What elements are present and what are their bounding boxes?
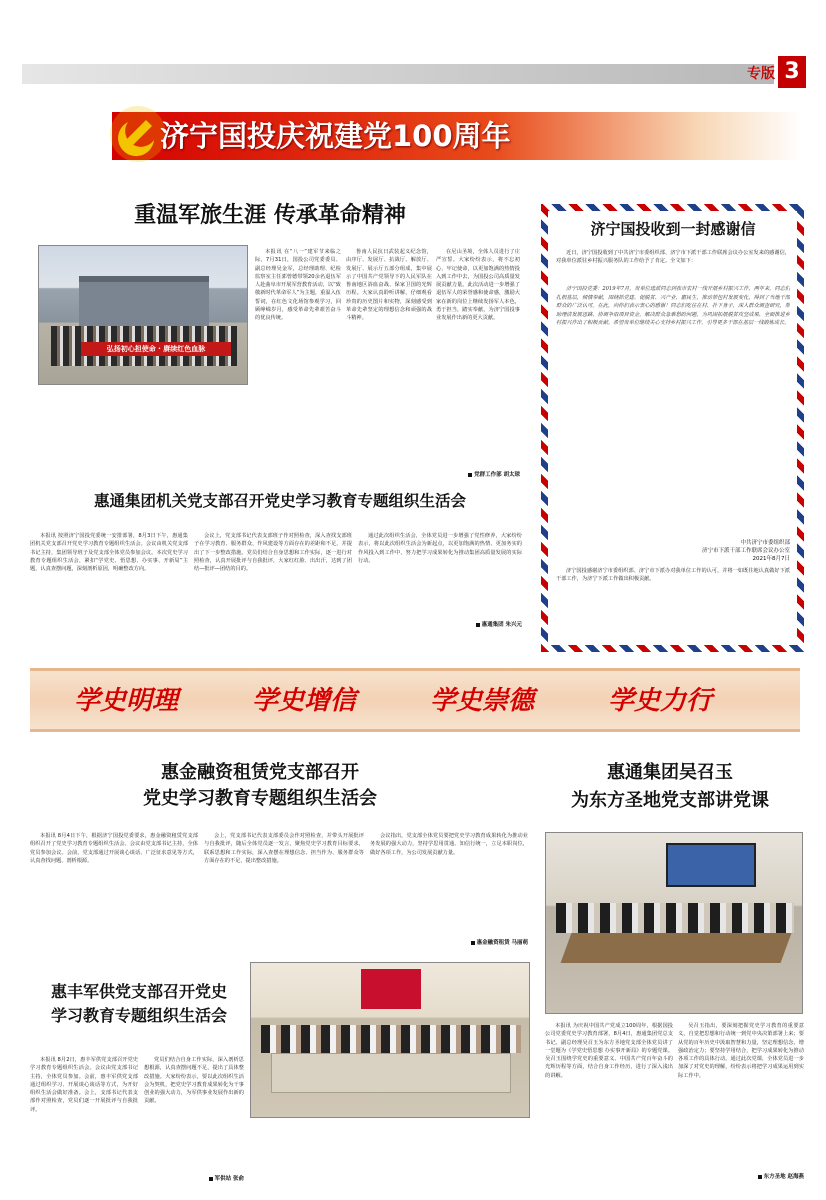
article2-col3: 通过此次组织生活会，全体党员进一步增强了党性修养，大家纷纷表示，将以此次组织生活会为新起点，以更加饱满的热情、更加务实的作风投入到工作中，努力把学习成果转化为推动集团高质量发展的实际行动。 <box>358 533 522 564</box>
article3-col3: 会议指出，党支部全体党员要把党史学习教育成果转化为推动业务发展的强大动力，坚持学思用贯通、知信行统一，立足本职岗位，做好各项工作，为公司发展贡献力量。 <box>370 833 528 856</box>
party-emblem-icon <box>108 104 168 164</box>
letter-body: 济宁国投党委：2019年7月，贵单位选派同志到我市农村一线开展乡村振兴工作，两年来，同志们扎根基层，倾情奉献，围绕抓党建、促脱贫、兴产业、惠民生，推动帮包村发展变化，得到了当地干部群众的广泛认可。在此，向你们表示衷心的感谢！同志们吃住在村、扑下身子，深入群众调查研究，帮助理清发展思路，协调争取项目资金，解决群众急难愁盼问题，为巩固拓展脱贫攻坚成果、全面推进乡村振兴作出了积极贡献。希望贵单位继续关心支持乡村振兴工作，引导更多干部在基层一线锻炼成长。 <box>556 286 790 327</box>
photo-banner-text: 弘扬初心担使命 · 赓续红色血脉 <box>81 342 231 356</box>
article5-byline-text: 军供站 张俞 <box>214 1176 244 1182</box>
memorial-building <box>79 276 209 326</box>
meeting-table <box>561 933 792 963</box>
slogan-3: 学史崇德 <box>430 686 535 716</box>
article4-byline <box>690 1172 804 1180</box>
article5-byline <box>150 1174 244 1182</box>
meeting-table-2 <box>271 1053 511 1093</box>
article4-col2: 吴召玉指出，要深刻把握党史学习教育的重要意义，自觉把思想和行动统一到党中央决策部署上来；要从党的百年历史中汲取智慧和力量，坚定理想信念，增强政治定力；要坚持学用结合，把学习成果转化为推动各项工作的具体行动。通过此次党课，全体党员进一步加深了对党史的理解，纷纷表示将把学习成果运用到实际工作中。 <box>678 1023 804 1079</box>
article4-photo <box>545 832 803 1014</box>
letter-box <box>541 204 804 652</box>
letter-signature-org: 中共济宁市委组织部 <box>740 540 790 546</box>
banner-title: 济宁国投庆祝建党100周年 <box>160 119 511 153</box>
letter-intro: 近日，济宁国投收到了中共济宁市委组织部、济宁市下派干部工作联席会议办公室发来的感谢信，对我单位派驻乡村振兴服务队的工作给予了肯定。全文如下： <box>556 250 790 265</box>
article4-byline-text: 东方圣地 赵海燕 <box>763 1174 804 1180</box>
article3-byline <box>400 938 528 946</box>
article3-headline-line1: 惠金融资租赁党支部召开 <box>161 762 359 783</box>
article3-col2: 会上，党支部书记代表支部委员会作对照检查，并带头开展批评与自我批评，随后全体党员逐一发言，聚焦党史学习教育目标要求，联系思想和工作实际，深入查摆在理想信念、担当作为、服务群众等方面存在的不足，提出整改措施。 <box>204 833 364 864</box>
meeting-screen <box>666 843 756 887</box>
letter-closing: 济宁国投感谢济宁市委组织部、济宁市下派办对我单位工作的认可，并将一如既往地认真做好下派干部工作，为济宁下派工作做出积极贡献。 <box>556 568 790 583</box>
article2-byline-text: 惠通集团 朱兴元 <box>481 622 522 628</box>
meeting-attendees-2 <box>261 1025 521 1053</box>
letter-title: 济宁国投收到一封感谢信 <box>590 220 756 238</box>
slogan-1: 学史明理 <box>74 686 179 716</box>
article1-col2: 鲁南人民抗日武装起义纪念馆，由序厅、发展厅、抗战厅、解放厅、发展厅、展示厅五部分组成，集中展示了中国共产党领导下的人民军队在鲁南地区浴血奋战、保家卫国的光辉历程。大家认真聆听讲解，仔细观看珍贵的历史图片和实物，深刻感受到革命先辈坚定的理想信念和顽强的战斗精神。 <box>346 249 432 322</box>
page-number: 3 <box>778 56 806 88</box>
article1-photo <box>38 245 248 385</box>
article1-col1: 本报讯 在“八一”建军节来临之际，7月31日，国投公司党委委员、副总经理吴金军，总经理助理、纪检监察室主任郭曾德带领20余名退伍军人赴曲阜市开展军营教育活动，以“致敬新时代革命军人”为主题，重温入伍誓词，在红色文化场馆参观学习，回顾峥嵘岁月，感受革命先辈艰苦奋斗的优良传统。 <box>255 249 341 322</box>
article2-byline <box>410 620 522 628</box>
article2-col1: 本报讯 按照济宁国投党委统一安排部署，8月3日下午，惠通集团机关党支部召开党史学习教育专题组织生活会。会议由机关党支部书记主持，集团领导班子及党支部全体党员参加会议。本次党史学习教育专题组织生活会，紧扣“学党史、悟思想、办实事、开新局”主题，认真查摆问题，深刻剖析原因，明确整改方向。 <box>30 533 188 573</box>
party-flag-emblem-icon <box>361 969 421 1009</box>
article3-headline-line2: 党史学习教育专题组织生活会 <box>143 788 377 809</box>
article5-photo <box>250 962 530 1118</box>
article3-byline-text: 惠金融资租赁 马丽萌 <box>476 940 528 946</box>
slogan-2: 学史增信 <box>252 686 357 716</box>
top-gray-bar <box>22 64 774 84</box>
article4-col1: 本报讯 为庆祝中国共产党成立100周年，根据国投公司党委党史学习教育部署，8月4日，惠通集团党总支书记、副总经理吴召玉为东方圣地党支部全体党员讲了一堂题为《学党史悟思想 办实事开新局》的专题党课。吴召玉围绕学党史的重要意义、中国共产党百年奋斗的光辉历程等方面，结合自身工作经历，进行了深入浅出的讲解。 <box>545 1023 673 1079</box>
article1-headline: 重温军旅生涯 传承革命精神 <box>134 202 406 228</box>
article5-headline-line2: 学习教育专题组织生活会 <box>50 1006 227 1025</box>
slogan-4: 学史力行 <box>608 686 713 716</box>
article1-byline <box>420 470 520 478</box>
article2-col2: 会议上，党支部书记代表支部班子作对照检查，深入查找支部班子在学习教育、服务群众、作风建设等方面存在的差距和不足，并提出了下一步整改措施。党员们结合自身思想和工作实际，逐一进行对照检查，认真开展批评与自我批评，大家红红脸、出出汗，达到了团结—批评—团结的目的。 <box>194 533 352 573</box>
letter-signature-office: 济宁市下派干部工作联席会议办公室 <box>701 548 790 554</box>
article5-headline-line1: 惠丰军供党支部召开党史 <box>50 982 227 1001</box>
article4-headline-line1: 惠通集团吴召玉 <box>607 762 733 783</box>
slogan-banner <box>30 668 800 732</box>
article1-byline-text: 党群工作部 胡太琼 <box>474 472 520 478</box>
article2-headline: 惠通集团机关党支部召开党史学习教育专题组织生活会 <box>93 491 466 510</box>
article5-col2: 党员们结合自身工作实际，深入剖析思想根源，认真查摆问题不足，提出了具体整改措施。大家纷纷表示，要以此次组织生活会为契机，把党史学习教育成果转化为干事创业的强大动力，为军供事业发展作出新的贡献。 <box>144 1057 244 1105</box>
article5-col1: 本报讯 8月2日，惠丰军供党支部召开党史学习教育专题组织生活会。会议由党支部书记主持，全体党员参加。会前，惠丰军供党支部通过组织学习、开展谈心谈话等方式，为开好组织生活会做好准备。会上，支部书记代表支部作对照检查，党员们逐一开展批评与自我批评。 <box>30 1057 138 1113</box>
letter-signature-date: 2021年8月7日 <box>752 556 790 562</box>
article1-col3: 在尼山圣境，全体人员进行了庄严宣誓。大家纷纷表示，将不忘初心、牢记使命，以更加饱满的热情投入到工作中去，为国投公司高质量发展贡献力量。此次活动进一步增强了退伍军人的荣誉感和使命感，激励大家在新的岗位上继续发扬军人本色，勇于担当，踏实奉献，为济宁国投事业发展作出新的更大贡献。 <box>436 249 520 322</box>
article4-headline-line2: 为东方圣地党支部讲党课 <box>571 790 769 811</box>
section-label: 专版 <box>747 66 775 82</box>
meeting-attendees <box>556 903 794 933</box>
article3-col1: 本报讯 8月4日下午，根据济宁国投党委要求，惠金融资租赁党支部组织召开了党史学习教育专题组织生活会。会议由党支部书记主持，全体党员参加会议。会前，党支部通过开展谈心谈话、广泛征求意见等方式，认真查找问题、剖析根源。 <box>30 833 198 864</box>
